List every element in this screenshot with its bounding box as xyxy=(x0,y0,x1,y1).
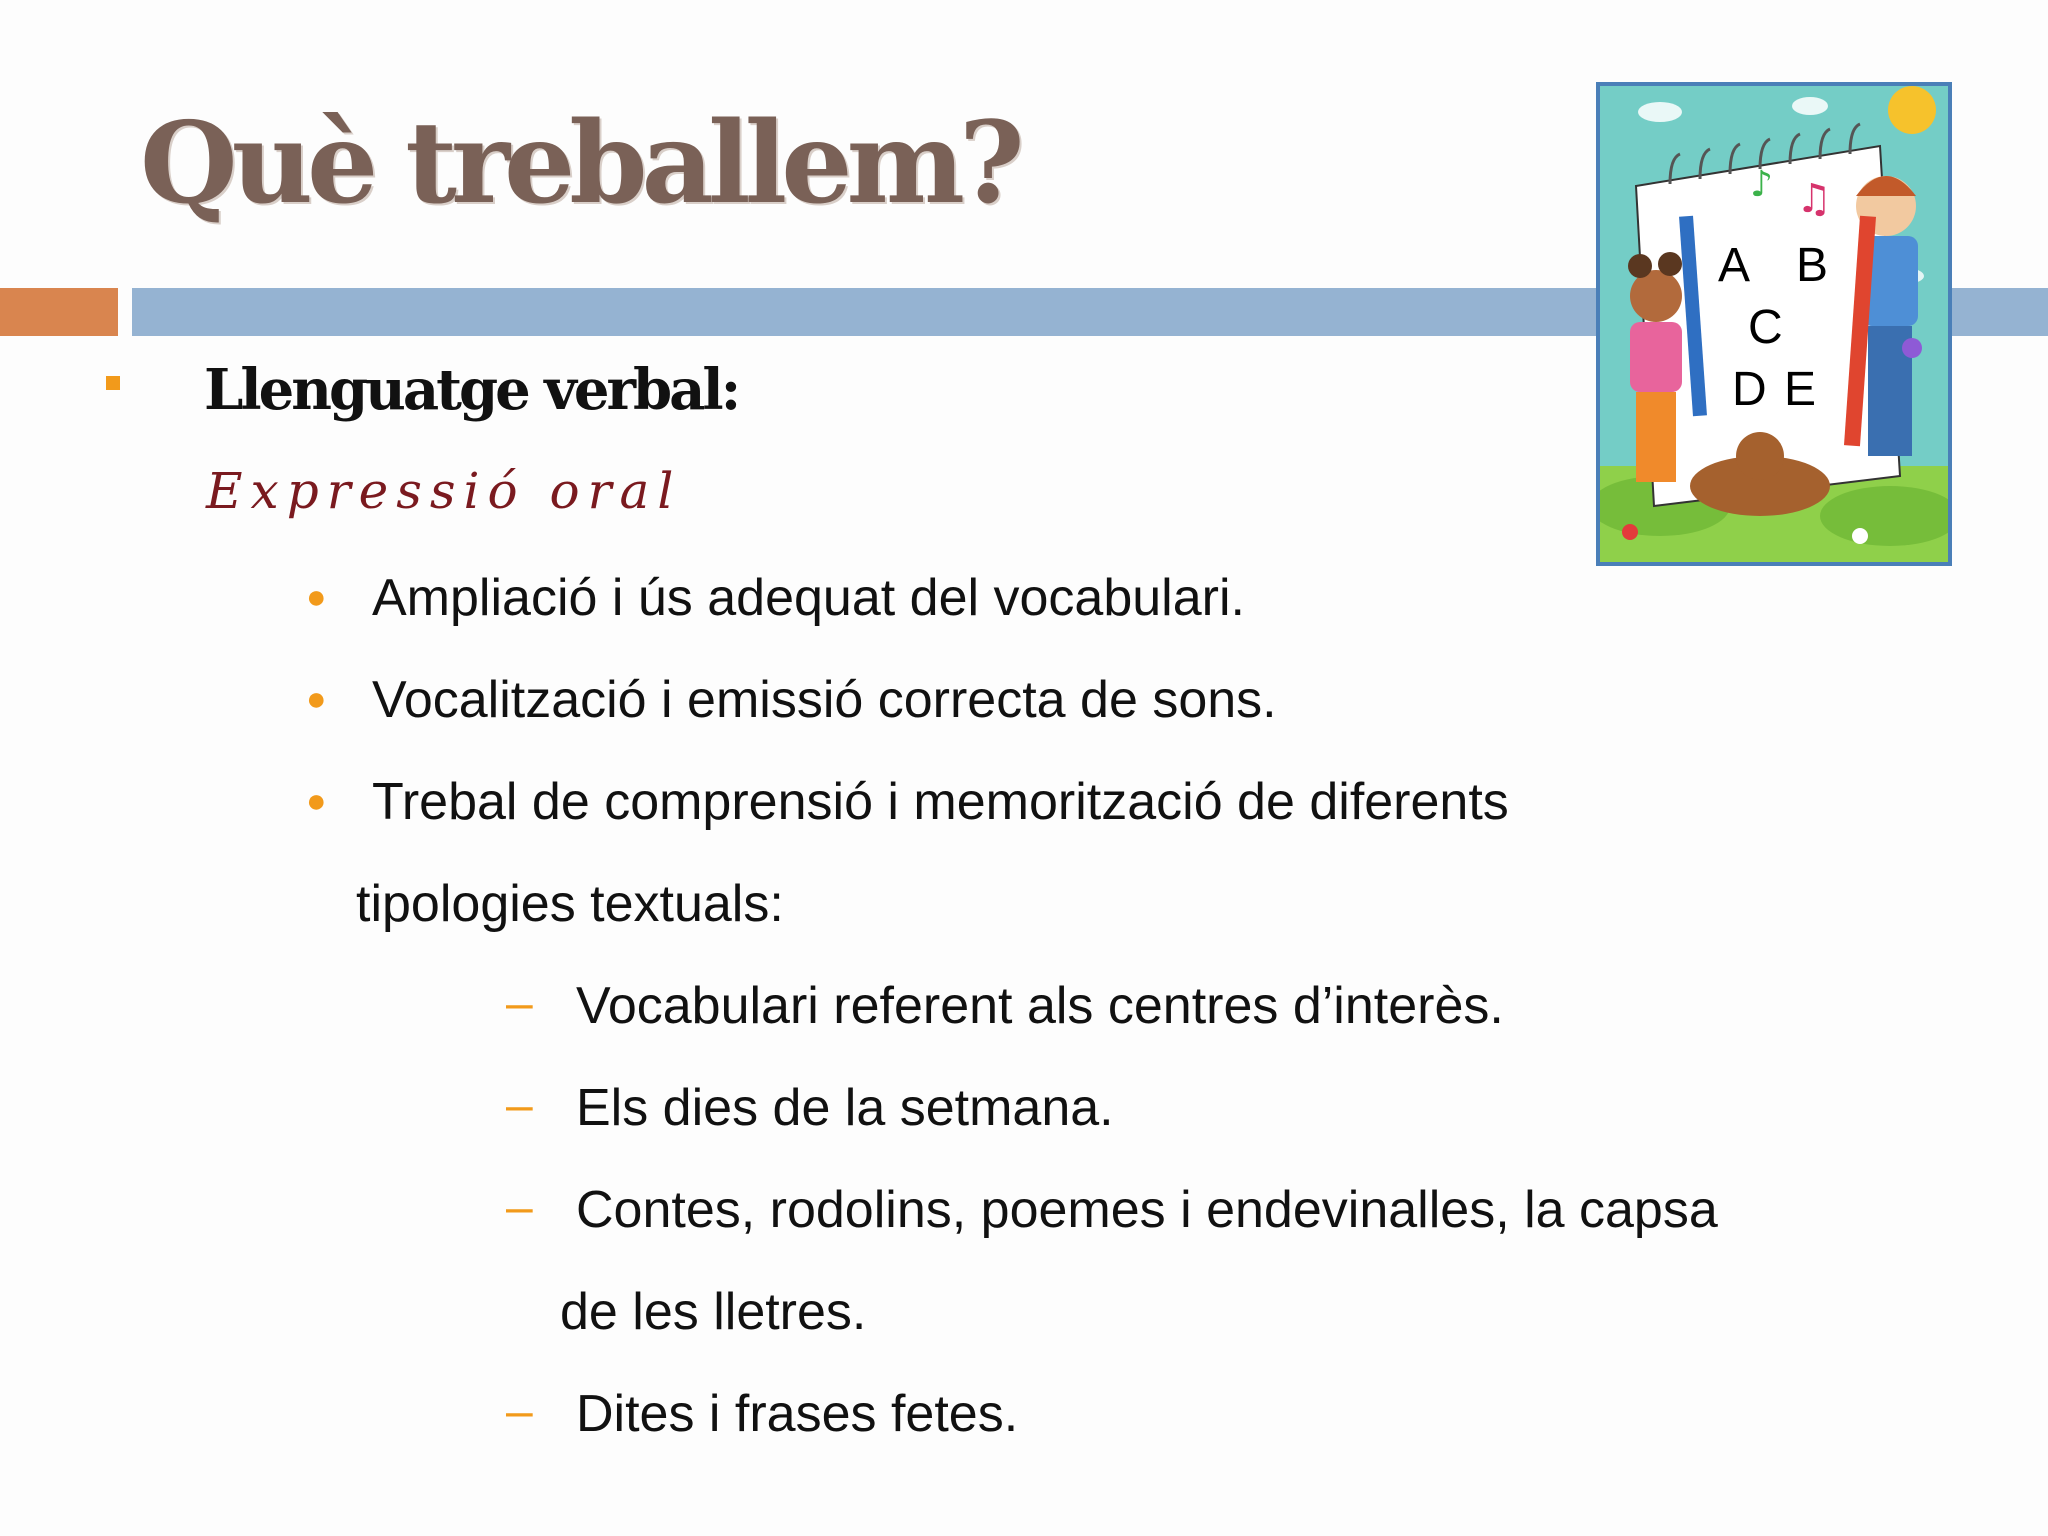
list-item: Dites i frases fetes. xyxy=(576,1385,1019,1443)
list-item: Trebal de comprensió i memorització de diferents xyxy=(372,773,1509,831)
slide-title: Què treballem? xyxy=(140,98,1019,229)
list-item: Ampliació i ús adequat del vocabulari. xyxy=(372,569,1245,627)
children-notebook-illustration xyxy=(1596,82,1952,566)
list-item: Vocalització i emissió correcta de sons. xyxy=(372,671,1277,729)
bullet-dot-icon: ● xyxy=(306,578,327,616)
letter-d: D xyxy=(1732,363,1767,416)
subheading: Expressió oral xyxy=(206,462,682,520)
accent-bar-orange xyxy=(0,288,118,336)
square-bullet-icon xyxy=(106,376,120,390)
bullet-dash-icon: – xyxy=(506,1385,533,1438)
list-item-continuation: de les lletres. xyxy=(560,1283,867,1341)
letter-a: A xyxy=(1718,239,1751,292)
letter-b: B xyxy=(1796,239,1829,292)
bullet-dash-icon: – xyxy=(506,1079,533,1132)
svg-text:♪: ♪ xyxy=(1750,164,1773,205)
list-item: Els dies de la setmana. xyxy=(576,1079,1114,1137)
svg-text:♫: ♫ xyxy=(1796,176,1832,222)
letter-e: E xyxy=(1784,363,1817,416)
bullet-dash-icon: – xyxy=(506,1181,533,1234)
section-heading: Llenguatge verbal: xyxy=(204,357,739,423)
list-item-continuation: tipologies textuals: xyxy=(356,875,784,933)
letter-c: C xyxy=(1748,301,1783,354)
bullet-dash-icon: – xyxy=(506,977,533,1030)
bullet-dot-icon: ● xyxy=(306,680,327,718)
list-item: Vocabulari referent als centres d’interès. xyxy=(576,977,1504,1035)
bullet-dot-icon: ● xyxy=(306,782,327,820)
list-item: Contes, rodolins, poemes i endevinalles, la capsa xyxy=(576,1181,1718,1239)
